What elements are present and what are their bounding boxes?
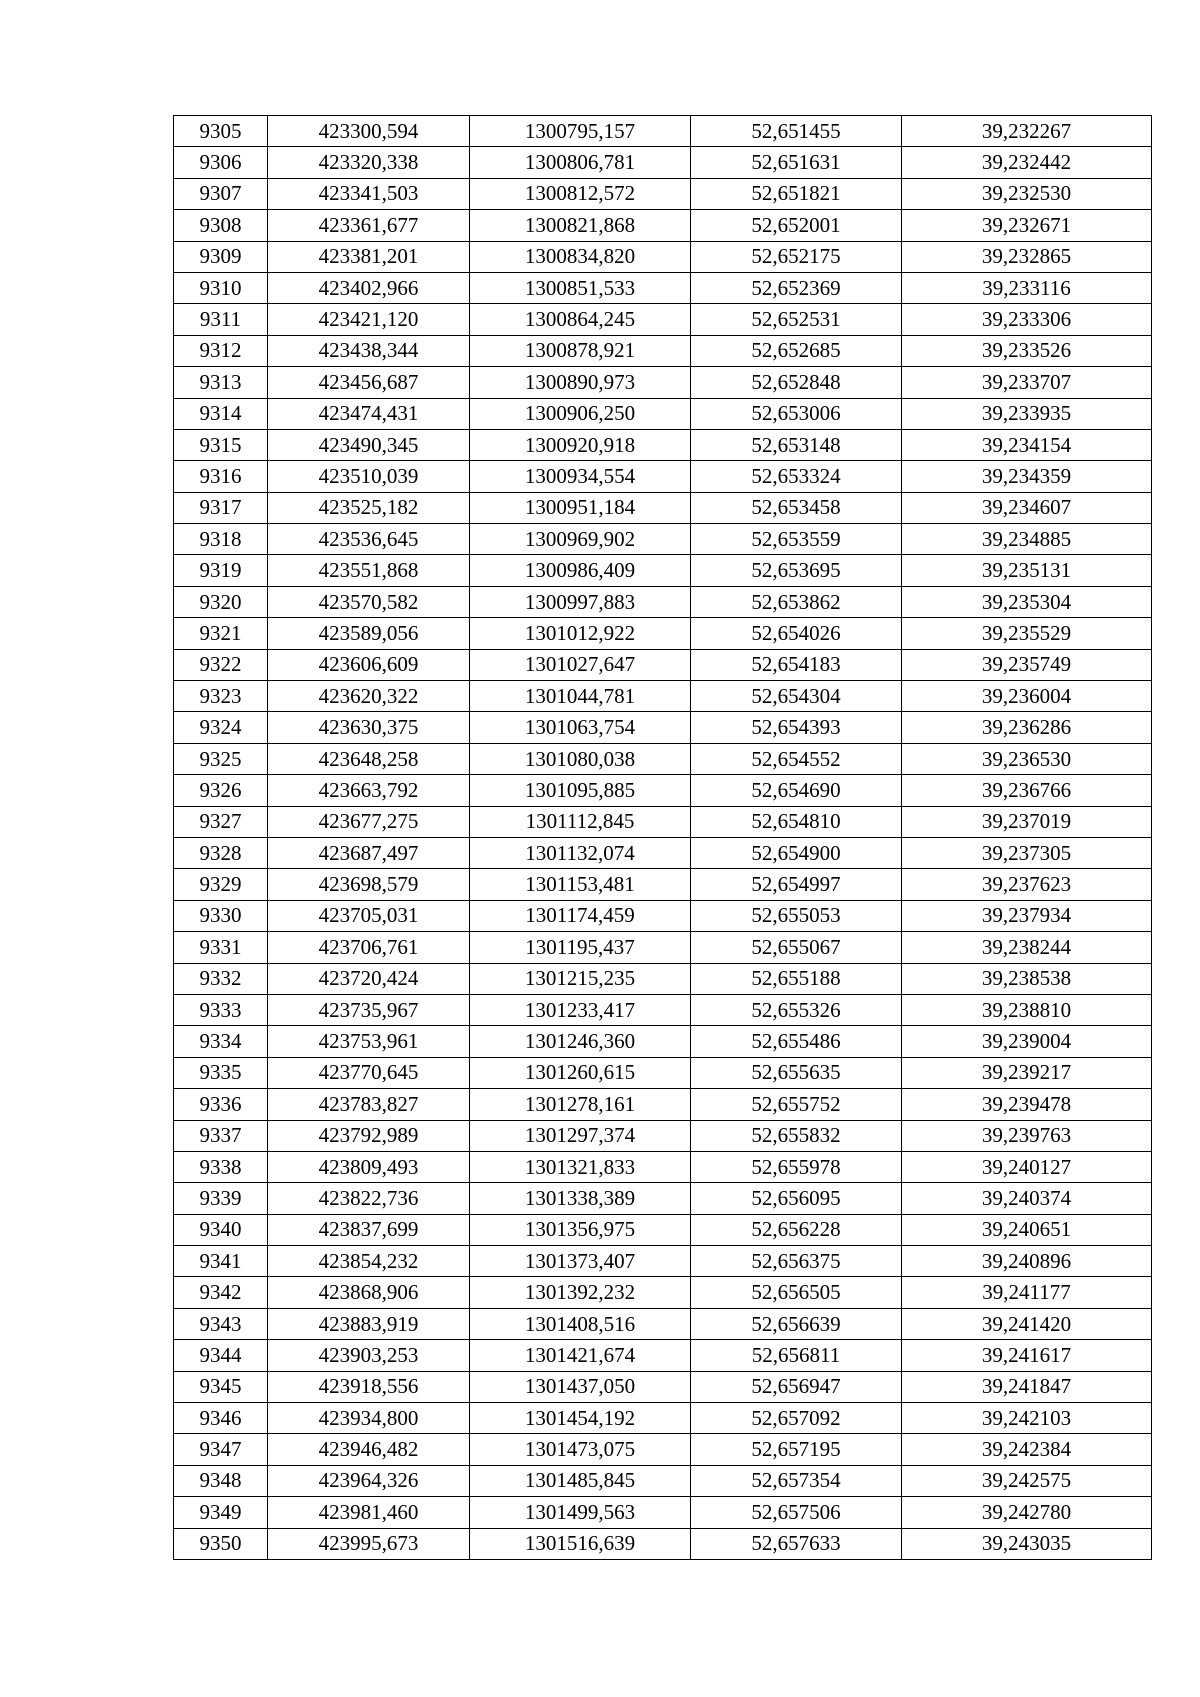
- x-coordinate-cell: 423822,736: [268, 1183, 470, 1214]
- x-coordinate-cell: 423606,609: [268, 649, 470, 680]
- y-coordinate-cell: 1301321,833: [470, 1151, 691, 1182]
- y-coordinate-cell: 1300878,921: [470, 335, 691, 366]
- table-row: [174, 869, 1152, 900]
- latitude-cell: 52,656228: [691, 1214, 902, 1245]
- latitude-cell: 52,653006: [691, 398, 902, 429]
- latitude-cell: 52,655752: [691, 1089, 902, 1120]
- point-number-cell: 9333: [174, 994, 268, 1025]
- y-coordinate-cell: 1301408,516: [470, 1308, 691, 1339]
- longitude-cell: 39,237019: [902, 806, 1152, 837]
- longitude-cell: 39,233935: [902, 398, 1152, 429]
- table-row: [174, 1403, 1152, 1434]
- x-coordinate-cell: 423720,424: [268, 963, 470, 994]
- latitude-cell: 52,654997: [691, 869, 902, 900]
- latitude-cell: 52,656811: [691, 1340, 902, 1371]
- x-coordinate-cell: 423570,582: [268, 586, 470, 617]
- table-row: [174, 1120, 1152, 1151]
- x-coordinate-cell: 423783,827: [268, 1089, 470, 1120]
- point-number-cell: 9313: [174, 367, 268, 398]
- latitude-cell: 52,654552: [691, 743, 902, 774]
- point-number-cell: 9335: [174, 1057, 268, 1088]
- longitude-cell: 39,235749: [902, 649, 1152, 680]
- table-row: [174, 775, 1152, 806]
- y-coordinate-cell: 1300795,157: [470, 116, 691, 147]
- point-number-cell: 9337: [174, 1120, 268, 1151]
- y-coordinate-cell: 1301063,754: [470, 712, 691, 743]
- y-coordinate-cell: 1300969,902: [470, 524, 691, 555]
- x-coordinate-cell: 423677,275: [268, 806, 470, 837]
- point-number-cell: 9331: [174, 932, 268, 963]
- x-coordinate-cell: 423837,699: [268, 1214, 470, 1245]
- x-coordinate-cell: 423735,967: [268, 994, 470, 1025]
- y-coordinate-cell: 1300890,973: [470, 367, 691, 398]
- y-coordinate-cell: 1300997,883: [470, 586, 691, 617]
- longitude-cell: 39,236530: [902, 743, 1152, 774]
- table-row: [174, 461, 1152, 492]
- x-coordinate-cell: 423770,645: [268, 1057, 470, 1088]
- longitude-cell: 39,238244: [902, 932, 1152, 963]
- longitude-cell: 39,242575: [902, 1465, 1152, 1496]
- x-coordinate-cell: 423456,687: [268, 367, 470, 398]
- table-row: [174, 649, 1152, 680]
- table-row: [174, 963, 1152, 994]
- x-coordinate-cell: 423903,253: [268, 1340, 470, 1371]
- longitude-cell: 39,233707: [902, 367, 1152, 398]
- table-row: [174, 681, 1152, 712]
- table-row: [174, 367, 1152, 398]
- y-coordinate-cell: 1300951,184: [470, 492, 691, 523]
- y-coordinate-cell: 1301516,639: [470, 1528, 691, 1559]
- latitude-cell: 52,656505: [691, 1277, 902, 1308]
- y-coordinate-cell: 1301338,389: [470, 1183, 691, 1214]
- longitude-cell: 39,232671: [902, 210, 1152, 241]
- table-row: [174, 1026, 1152, 1057]
- table-row: [174, 210, 1152, 241]
- longitude-cell: 39,236286: [902, 712, 1152, 743]
- point-number-cell: 9329: [174, 869, 268, 900]
- longitude-cell: 39,241420: [902, 1308, 1152, 1339]
- latitude-cell: 52,655053: [691, 900, 902, 931]
- latitude-cell: 52,653458: [691, 492, 902, 523]
- longitude-cell: 39,234885: [902, 524, 1152, 555]
- point-number-cell: 9346: [174, 1403, 268, 1434]
- point-number-cell: 9341: [174, 1246, 268, 1277]
- point-number-cell: 9305: [174, 116, 268, 147]
- table-row: [174, 1308, 1152, 1339]
- latitude-cell: 52,657195: [691, 1434, 902, 1465]
- latitude-cell: 52,657633: [691, 1528, 902, 1559]
- longitude-cell: 39,243035: [902, 1528, 1152, 1559]
- y-coordinate-cell: 1301421,674: [470, 1340, 691, 1371]
- longitude-cell: 39,240127: [902, 1151, 1152, 1182]
- table-row: [174, 178, 1152, 209]
- y-coordinate-cell: 1300806,781: [470, 147, 691, 178]
- x-coordinate-cell: 423946,482: [268, 1434, 470, 1465]
- point-number-cell: 9336: [174, 1089, 268, 1120]
- y-coordinate-cell: 1301260,615: [470, 1057, 691, 1088]
- longitude-cell: 39,236004: [902, 681, 1152, 712]
- y-coordinate-cell: 1301153,481: [470, 869, 691, 900]
- table-row: [174, 806, 1152, 837]
- table-row: [174, 335, 1152, 366]
- y-coordinate-cell: 1300821,868: [470, 210, 691, 241]
- x-coordinate-cell: 423981,460: [268, 1497, 470, 1528]
- x-coordinate-cell: 423300,594: [268, 116, 470, 147]
- y-coordinate-cell: 1301195,437: [470, 932, 691, 963]
- x-coordinate-cell: 423934,800: [268, 1403, 470, 1434]
- point-number-cell: 9328: [174, 837, 268, 868]
- longitude-cell: 39,240896: [902, 1246, 1152, 1277]
- table-row: [174, 1183, 1152, 1214]
- y-coordinate-cell: 1301499,563: [470, 1497, 691, 1528]
- table-row: [174, 1434, 1152, 1465]
- point-number-cell: 9343: [174, 1308, 268, 1339]
- coordinates-table: [173, 115, 1152, 1560]
- latitude-cell: 52,653559: [691, 524, 902, 555]
- latitude-cell: 52,651631: [691, 147, 902, 178]
- x-coordinate-cell: 423705,031: [268, 900, 470, 931]
- x-coordinate-cell: 423320,338: [268, 147, 470, 178]
- table-row: [174, 524, 1152, 555]
- y-coordinate-cell: 1301297,374: [470, 1120, 691, 1151]
- latitude-cell: 52,657354: [691, 1465, 902, 1496]
- table-row: [174, 618, 1152, 649]
- x-coordinate-cell: 423620,322: [268, 681, 470, 712]
- longitude-cell: 39,239478: [902, 1089, 1152, 1120]
- y-coordinate-cell: 1301485,845: [470, 1465, 691, 1496]
- longitude-cell: 39,233116: [902, 272, 1152, 303]
- point-number-cell: 9312: [174, 335, 268, 366]
- table-row: [174, 304, 1152, 335]
- latitude-cell: 52,656095: [691, 1183, 902, 1214]
- latitude-cell: 52,651455: [691, 116, 902, 147]
- x-coordinate-cell: 423421,120: [268, 304, 470, 335]
- x-coordinate-cell: 423438,344: [268, 335, 470, 366]
- table-row: [174, 492, 1152, 523]
- point-number-cell: 9309: [174, 241, 268, 272]
- y-coordinate-cell: 1301215,235: [470, 963, 691, 994]
- table-row: [174, 1497, 1152, 1528]
- x-coordinate-cell: 423753,961: [268, 1026, 470, 1057]
- point-number-cell: 9345: [174, 1371, 268, 1402]
- latitude-cell: 52,651821: [691, 178, 902, 209]
- longitude-cell: 39,235131: [902, 555, 1152, 586]
- table-row: [174, 1057, 1152, 1088]
- x-coordinate-cell: 423698,579: [268, 869, 470, 900]
- table-row: [174, 1246, 1152, 1277]
- x-coordinate-cell: 423536,645: [268, 524, 470, 555]
- x-coordinate-cell: 423589,056: [268, 618, 470, 649]
- y-coordinate-cell: 1301278,161: [470, 1089, 691, 1120]
- table-row: [174, 712, 1152, 743]
- longitude-cell: 39,235529: [902, 618, 1152, 649]
- latitude-cell: 52,654026: [691, 618, 902, 649]
- longitude-cell: 39,235304: [902, 586, 1152, 617]
- table-row: [174, 1371, 1152, 1402]
- latitude-cell: 52,652848: [691, 367, 902, 398]
- latitude-cell: 52,653862: [691, 586, 902, 617]
- y-coordinate-cell: 1301095,885: [470, 775, 691, 806]
- point-number-cell: 9306: [174, 147, 268, 178]
- y-coordinate-cell: 1301027,647: [470, 649, 691, 680]
- longitude-cell: 39,239217: [902, 1057, 1152, 1088]
- table-row: [174, 743, 1152, 774]
- x-coordinate-cell: 423630,375: [268, 712, 470, 743]
- latitude-cell: 52,652531: [691, 304, 902, 335]
- point-number-cell: 9332: [174, 963, 268, 994]
- table-row: [174, 116, 1152, 147]
- y-coordinate-cell: 1301233,417: [470, 994, 691, 1025]
- point-number-cell: 9338: [174, 1151, 268, 1182]
- latitude-cell: 52,653148: [691, 429, 902, 460]
- table-body: [174, 116, 1152, 1560]
- latitude-cell: 52,653695: [691, 555, 902, 586]
- x-coordinate-cell: 423868,906: [268, 1277, 470, 1308]
- latitude-cell: 52,654900: [691, 837, 902, 868]
- latitude-cell: 52,655832: [691, 1120, 902, 1151]
- x-coordinate-cell: 423402,966: [268, 272, 470, 303]
- y-coordinate-cell: 1300834,820: [470, 241, 691, 272]
- x-coordinate-cell: 423341,503: [268, 178, 470, 209]
- x-coordinate-cell: 423551,868: [268, 555, 470, 586]
- latitude-cell: 52,656375: [691, 1246, 902, 1277]
- y-coordinate-cell: 1301454,192: [470, 1403, 691, 1434]
- latitude-cell: 52,655067: [691, 932, 902, 963]
- latitude-cell: 52,655978: [691, 1151, 902, 1182]
- y-coordinate-cell: 1300906,250: [470, 398, 691, 429]
- table-row: [174, 1465, 1152, 1496]
- latitude-cell: 52,657092: [691, 1403, 902, 1434]
- longitude-cell: 39,233306: [902, 304, 1152, 335]
- table-row: [174, 1089, 1152, 1120]
- table-row: [174, 1528, 1152, 1559]
- point-number-cell: 9340: [174, 1214, 268, 1245]
- point-number-cell: 9321: [174, 618, 268, 649]
- latitude-cell: 52,653324: [691, 461, 902, 492]
- table-row: [174, 900, 1152, 931]
- table-row: [174, 1151, 1152, 1182]
- x-coordinate-cell: 423510,039: [268, 461, 470, 492]
- y-coordinate-cell: 1301246,360: [470, 1026, 691, 1057]
- longitude-cell: 39,242780: [902, 1497, 1152, 1528]
- x-coordinate-cell: 423964,326: [268, 1465, 470, 1496]
- x-coordinate-cell: 423361,677: [268, 210, 470, 241]
- table-row: [174, 586, 1152, 617]
- longitude-cell: 39,242384: [902, 1434, 1152, 1465]
- x-coordinate-cell: 423809,493: [268, 1151, 470, 1182]
- latitude-cell: 52,654183: [691, 649, 902, 680]
- y-coordinate-cell: 1301473,075: [470, 1434, 691, 1465]
- x-coordinate-cell: 423995,673: [268, 1528, 470, 1559]
- point-number-cell: 9320: [174, 586, 268, 617]
- y-coordinate-cell: 1300986,409: [470, 555, 691, 586]
- longitude-cell: 39,240374: [902, 1183, 1152, 1214]
- y-coordinate-cell: 1301132,074: [470, 837, 691, 868]
- longitude-cell: 39,232530: [902, 178, 1152, 209]
- latitude-cell: 52,656639: [691, 1308, 902, 1339]
- point-number-cell: 9330: [174, 900, 268, 931]
- longitude-cell: 39,237305: [902, 837, 1152, 868]
- table-row: [174, 1340, 1152, 1371]
- x-coordinate-cell: 423706,761: [268, 932, 470, 963]
- x-coordinate-cell: 423687,497: [268, 837, 470, 868]
- point-number-cell: 9310: [174, 272, 268, 303]
- y-coordinate-cell: 1300920,918: [470, 429, 691, 460]
- point-number-cell: 9326: [174, 775, 268, 806]
- x-coordinate-cell: 423918,556: [268, 1371, 470, 1402]
- longitude-cell: 39,234607: [902, 492, 1152, 523]
- y-coordinate-cell: 1301373,407: [470, 1246, 691, 1277]
- point-number-cell: 9317: [174, 492, 268, 523]
- longitude-cell: 39,234359: [902, 461, 1152, 492]
- x-coordinate-cell: 423490,345: [268, 429, 470, 460]
- table-row: [174, 1214, 1152, 1245]
- point-number-cell: 9350: [174, 1528, 268, 1559]
- y-coordinate-cell: 1301012,922: [470, 618, 691, 649]
- latitude-cell: 52,654393: [691, 712, 902, 743]
- x-coordinate-cell: 423474,431: [268, 398, 470, 429]
- x-coordinate-cell: 423883,919: [268, 1308, 470, 1339]
- y-coordinate-cell: 1301174,459: [470, 900, 691, 931]
- y-coordinate-cell: 1301044,781: [470, 681, 691, 712]
- latitude-cell: 52,654304: [691, 681, 902, 712]
- point-number-cell: 9327: [174, 806, 268, 837]
- point-number-cell: 9342: [174, 1277, 268, 1308]
- point-number-cell: 9339: [174, 1183, 268, 1214]
- point-number-cell: 9349: [174, 1497, 268, 1528]
- latitude-cell: 52,655486: [691, 1026, 902, 1057]
- point-number-cell: 9334: [174, 1026, 268, 1057]
- table-row: [174, 932, 1152, 963]
- longitude-cell: 39,240651: [902, 1214, 1152, 1245]
- y-coordinate-cell: 1300864,245: [470, 304, 691, 335]
- latitude-cell: 52,655326: [691, 994, 902, 1025]
- table-row: [174, 429, 1152, 460]
- latitude-cell: 52,654810: [691, 806, 902, 837]
- longitude-cell: 39,232865: [902, 241, 1152, 272]
- point-number-cell: 9318: [174, 524, 268, 555]
- longitude-cell: 39,237934: [902, 900, 1152, 931]
- latitude-cell: 52,657506: [691, 1497, 902, 1528]
- point-number-cell: 9344: [174, 1340, 268, 1371]
- point-number-cell: 9325: [174, 743, 268, 774]
- table-row: [174, 555, 1152, 586]
- point-number-cell: 9308: [174, 210, 268, 241]
- point-number-cell: 9307: [174, 178, 268, 209]
- point-number-cell: 9324: [174, 712, 268, 743]
- longitude-cell: 39,238538: [902, 963, 1152, 994]
- point-number-cell: 9323: [174, 681, 268, 712]
- longitude-cell: 39,239763: [902, 1120, 1152, 1151]
- point-number-cell: 9347: [174, 1434, 268, 1465]
- y-coordinate-cell: 1301080,038: [470, 743, 691, 774]
- latitude-cell: 52,652369: [691, 272, 902, 303]
- point-number-cell: 9315: [174, 429, 268, 460]
- longitude-cell: 39,236766: [902, 775, 1152, 806]
- y-coordinate-cell: 1300812,572: [470, 178, 691, 209]
- longitude-cell: 39,238810: [902, 994, 1152, 1025]
- point-number-cell: 9311: [174, 304, 268, 335]
- longitude-cell: 39,241847: [902, 1371, 1152, 1402]
- x-coordinate-cell: 423854,232: [268, 1246, 470, 1277]
- latitude-cell: 52,655635: [691, 1057, 902, 1088]
- x-coordinate-cell: 423648,258: [268, 743, 470, 774]
- x-coordinate-cell: 423792,989: [268, 1120, 470, 1151]
- point-number-cell: 9314: [174, 398, 268, 429]
- table-row: [174, 147, 1152, 178]
- table-row: [174, 837, 1152, 868]
- table-row: [174, 241, 1152, 272]
- longitude-cell: 39,233526: [902, 335, 1152, 366]
- longitude-cell: 39,241177: [902, 1277, 1152, 1308]
- table-row: [174, 272, 1152, 303]
- table-row: [174, 1277, 1152, 1308]
- latitude-cell: 52,652175: [691, 241, 902, 272]
- latitude-cell: 52,656947: [691, 1371, 902, 1402]
- point-number-cell: 9316: [174, 461, 268, 492]
- point-number-cell: 9348: [174, 1465, 268, 1496]
- x-coordinate-cell: 423381,201: [268, 241, 470, 272]
- y-coordinate-cell: 1301356,975: [470, 1214, 691, 1245]
- table-row: [174, 994, 1152, 1025]
- latitude-cell: 52,652685: [691, 335, 902, 366]
- point-number-cell: 9319: [174, 555, 268, 586]
- longitude-cell: 39,232442: [902, 147, 1152, 178]
- longitude-cell: 39,241617: [902, 1340, 1152, 1371]
- longitude-cell: 39,242103: [902, 1403, 1152, 1434]
- longitude-cell: 39,234154: [902, 429, 1152, 460]
- y-coordinate-cell: 1300851,533: [470, 272, 691, 303]
- point-number-cell: 9322: [174, 649, 268, 680]
- y-coordinate-cell: 1300934,554: [470, 461, 691, 492]
- x-coordinate-cell: 423663,792: [268, 775, 470, 806]
- longitude-cell: 39,239004: [902, 1026, 1152, 1057]
- table-row: [174, 398, 1152, 429]
- latitude-cell: 52,655188: [691, 963, 902, 994]
- longitude-cell: 39,237623: [902, 869, 1152, 900]
- y-coordinate-cell: 1301112,845: [470, 806, 691, 837]
- latitude-cell: 52,652001: [691, 210, 902, 241]
- x-coordinate-cell: 423525,182: [268, 492, 470, 523]
- longitude-cell: 39,232267: [902, 116, 1152, 147]
- y-coordinate-cell: 1301437,050: [470, 1371, 691, 1402]
- y-coordinate-cell: 1301392,232: [470, 1277, 691, 1308]
- latitude-cell: 52,654690: [691, 775, 902, 806]
